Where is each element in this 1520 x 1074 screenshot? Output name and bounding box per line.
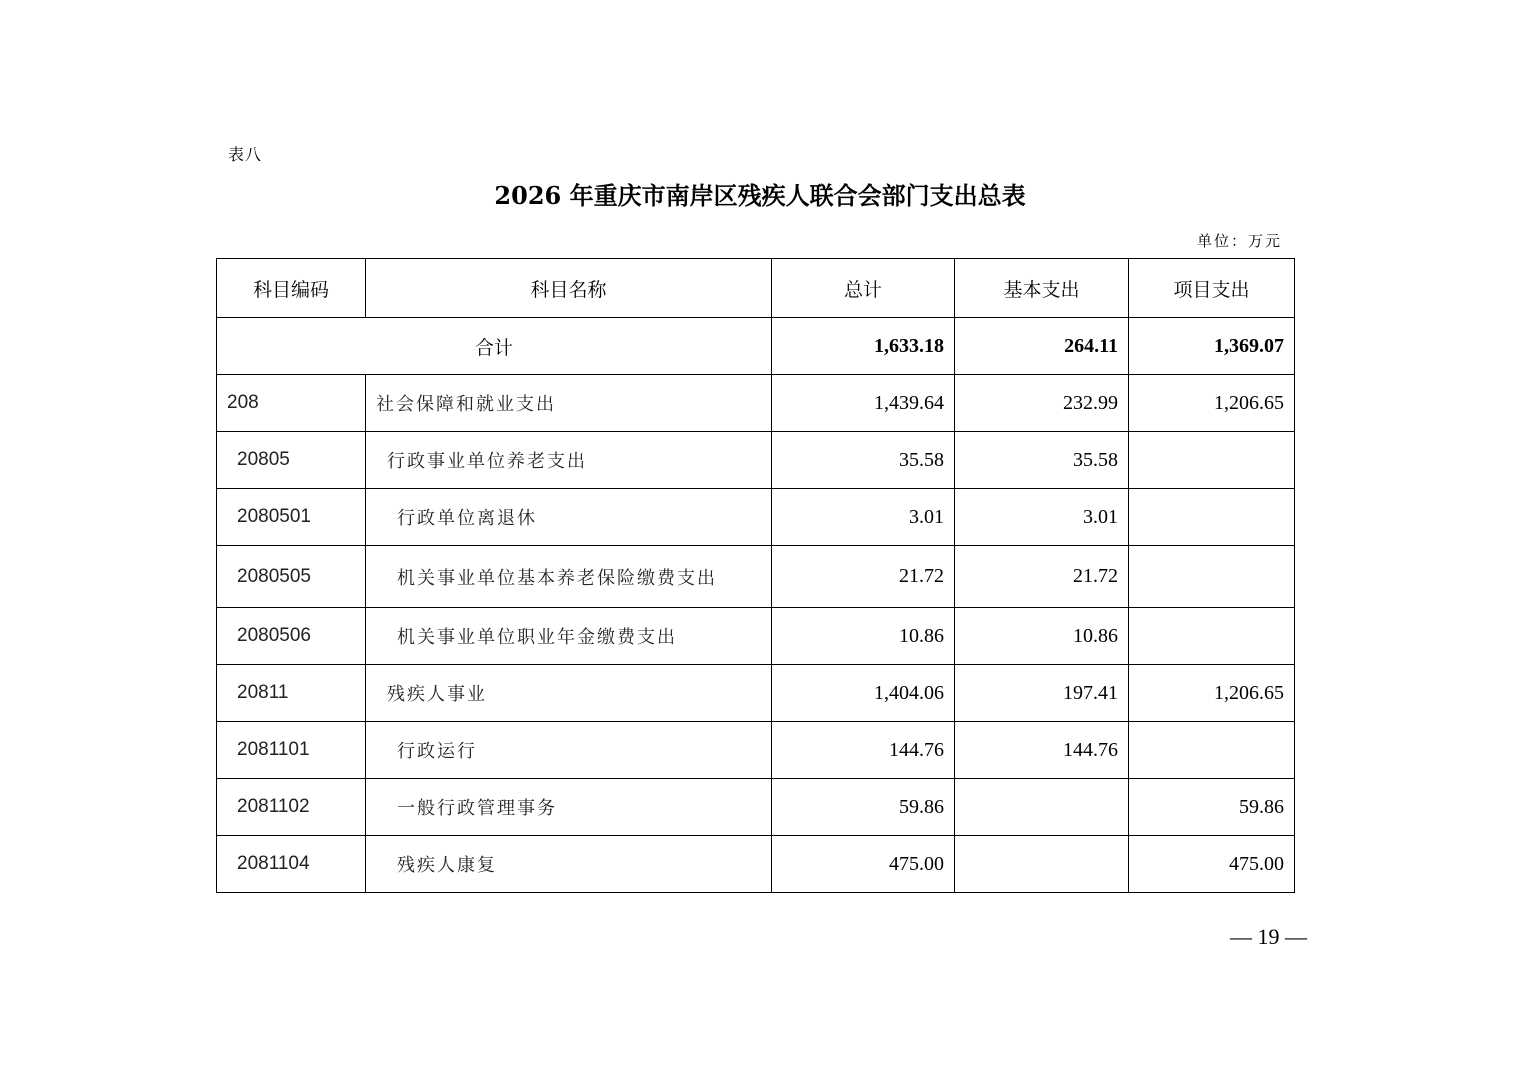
row-basic: 3.01 (955, 489, 1129, 546)
header-total: 总计 (772, 259, 955, 318)
header-code: 科目编码 (217, 259, 366, 318)
unit-label: 单位：万元 (1196, 232, 1282, 250)
row-project (1129, 432, 1295, 489)
table-row (217, 489, 1295, 546)
row-code: 2080505 (217, 546, 366, 608)
total-sum: 1,633.18 (772, 318, 955, 375)
table-row (217, 722, 1295, 779)
row-name: 一般行政管理事务 (366, 779, 772, 836)
row-project: 1,206.65 (1129, 665, 1295, 722)
header-name: 科目名称 (366, 259, 772, 318)
row-basic: 232.99 (955, 375, 1129, 432)
total-row (217, 318, 1295, 375)
row-total: 475.00 (772, 836, 955, 893)
total-label: 合计 (217, 318, 772, 375)
table-row (217, 608, 1295, 665)
table-header-row (217, 259, 1295, 318)
table-row (217, 665, 1295, 722)
row-project: 475.00 (1129, 836, 1295, 893)
table-row (217, 836, 1295, 893)
row-basic: 197.41 (955, 665, 1129, 722)
row-project (1129, 608, 1295, 665)
row-name: 残疾人事业 (366, 665, 772, 722)
page-number: — 19 — (1230, 924, 1307, 949)
row-basic: 10.86 (955, 608, 1129, 665)
row-name: 残疾人康复 (366, 836, 772, 893)
row-total: 35.58 (772, 432, 955, 489)
row-code: 20811 (217, 665, 366, 722)
row-code: 2081101 (217, 722, 366, 779)
row-total: 1,404.06 (772, 665, 955, 722)
row-name: 行政单位离退休 (366, 489, 772, 546)
row-name: 行政运行 (366, 722, 772, 779)
row-code: 208 (217, 375, 366, 432)
header-basic: 基本支出 (955, 259, 1129, 318)
header-project: 项目支出 (1129, 259, 1295, 318)
page-title: 2026 年重庆市南岸区残疾人联合会部门支出总表 (494, 181, 1026, 210)
total-project: 1,369.07 (1129, 318, 1295, 375)
row-total: 1,439.64 (772, 375, 955, 432)
table-row (217, 375, 1295, 432)
row-code: 2081104 (217, 836, 366, 893)
row-project: 1,206.65 (1129, 375, 1295, 432)
row-total: 144.76 (772, 722, 955, 779)
row-code: 2081102 (217, 779, 366, 836)
row-total: 21.72 (772, 546, 955, 608)
row-code: 2080501 (217, 489, 366, 546)
row-total: 3.01 (772, 489, 955, 546)
row-project (1129, 722, 1295, 779)
row-project (1129, 489, 1295, 546)
table-row (217, 546, 1295, 608)
row-basic (955, 779, 1129, 836)
row-basic (955, 836, 1129, 893)
row-name: 社会保障和就业支出 (366, 375, 772, 432)
row-code: 2080506 (217, 608, 366, 665)
row-total: 59.86 (772, 779, 955, 836)
row-project (1129, 546, 1295, 608)
row-total: 10.86 (772, 608, 955, 665)
table-tag: 表八 (228, 145, 263, 164)
row-basic: 144.76 (955, 722, 1129, 779)
row-code: 20805 (217, 432, 366, 489)
row-basic: 35.58 (955, 432, 1129, 489)
total-basic: 264.11 (955, 318, 1129, 375)
row-basic: 21.72 (955, 546, 1129, 608)
row-name: 机关事业单位基本养老保险缴费支出 (366, 546, 772, 608)
table-row (217, 432, 1295, 489)
expenditure-table (216, 258, 1295, 893)
row-name: 行政事业单位养老支出 (366, 432, 772, 489)
row-project: 59.86 (1129, 779, 1295, 836)
row-name: 机关事业单位职业年金缴费支出 (366, 608, 772, 665)
table-row (217, 779, 1295, 836)
